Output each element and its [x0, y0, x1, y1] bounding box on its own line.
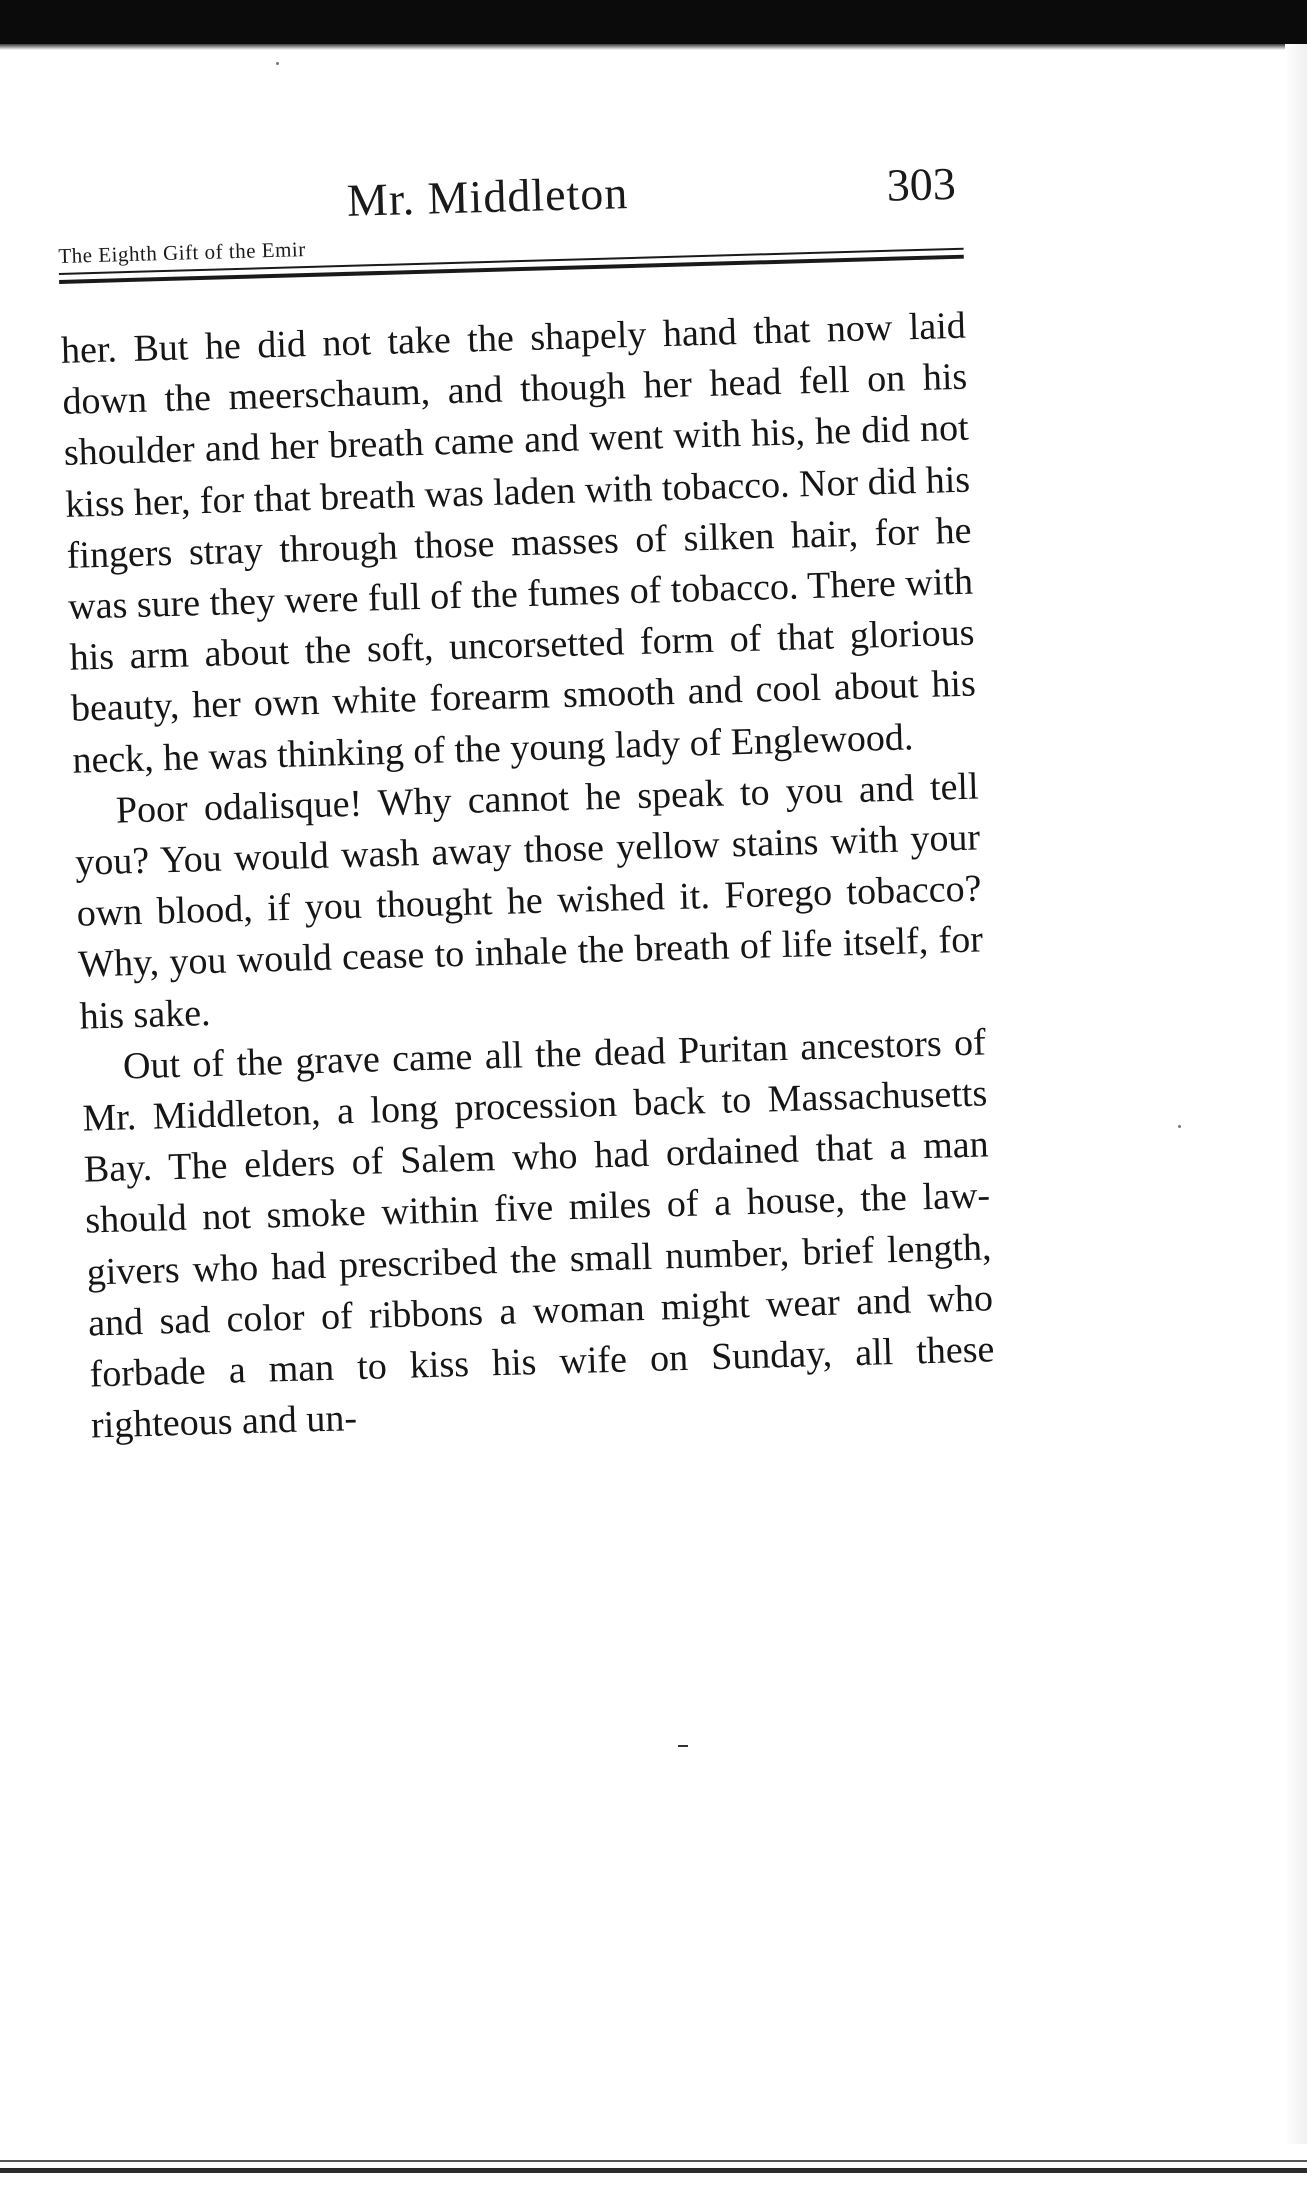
- body-text: [60, 301, 996, 1452]
- paragraph: Out of the grave came all the dead Puritan ancestors of Mr. Middleton, a long procession back to Massachusetts Bay. The elders of Salem who had ordained that a man should not smoke within five miles of a house, the law-givers who had prescribed the small number, brief length, and sad color of ribbons a woman might wear and who forbade a man to kiss his wife on Sunday, all these righteous and un-: [81, 1021, 995, 1447]
- scan-dash-mark: [678, 1745, 688, 1747]
- page-number: 303: [886, 157, 957, 211]
- scan-right-edge: [1285, 44, 1307, 2144]
- chapter-title: Mr. Middleton: [346, 167, 629, 226]
- scan-top-shadow: [0, 44, 1307, 50]
- scan-top-border: [0, 0, 1307, 44]
- book-title: The Eighth Gift of the Emir: [58, 237, 307, 268]
- paragraph: her. But he did not take the shapely hand that now laid down the meerschaum, and though her head fell on his shoulder and her breath came and went with his, he did not kiss her, for that breath was laden with tobacco. Nor did his fingers stray through those masses of silken hair, for he was sure they were full of the fumes of tobacco. There with his arm about the soft, uncorsetted form of that glorious beauty, her own white forearm smooth and cool about his neck, he was thinking of the young lady of Englewood.: [60, 304, 977, 782]
- scan-bottom-rule-thin: [0, 2160, 1307, 2162]
- scan-speck: [1178, 1125, 1181, 1128]
- book-page: [56, 145, 996, 1452]
- paragraph: Poor odalisque! Why cannot he speak to you and tell you? You would wash away those yellow stains with your own blood, if you thought he wished it. Forego tobacco? Why, you would cease to inhale the breath of life itself, for his sake.: [74, 765, 984, 1038]
- scan-bottom-border: [0, 2168, 1307, 2173]
- scan-speck: [276, 62, 279, 65]
